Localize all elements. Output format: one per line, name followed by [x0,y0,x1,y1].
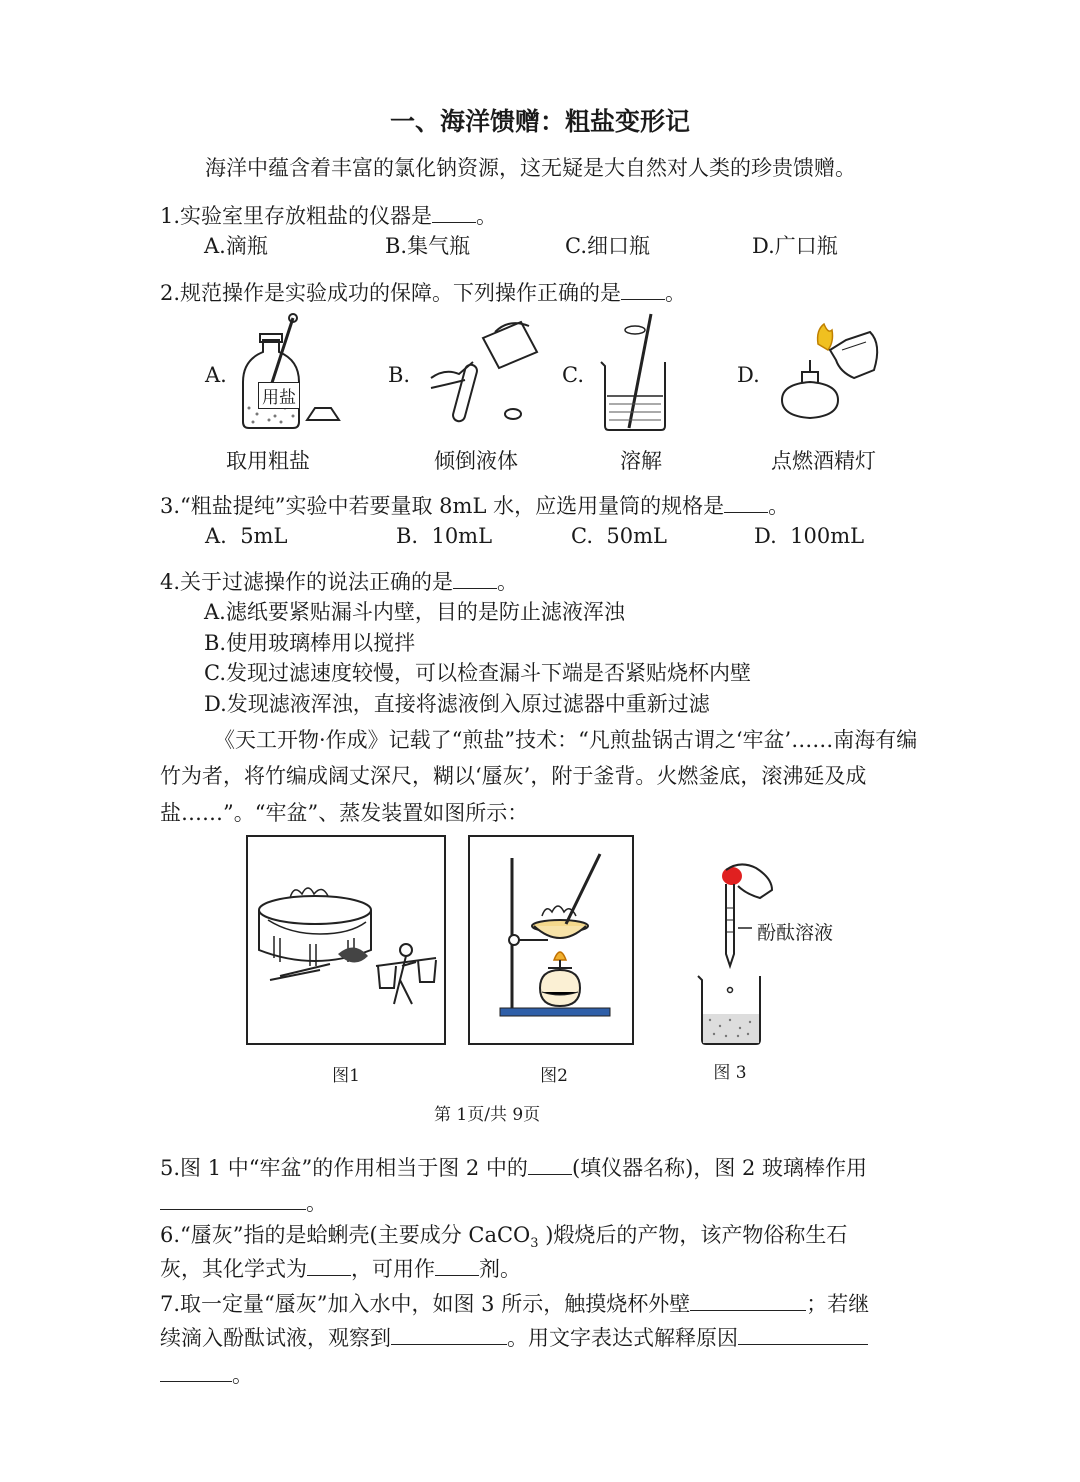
bottle-label: 用盐 [258,382,300,409]
q3-answer-blank[interactable] [724,490,768,513]
q6-blank-2[interactable] [435,1253,479,1276]
q5-text-b: (填仪器名称)，图 2 玻璃棒作用 [571,1156,868,1180]
passage-line-2: 竹为者，将竹编成阔丈深尺，糊以‘蜃灰’，附于釜背。火燃釜底，滚沸延及成 [160,764,867,788]
q7-line-1 [160,1288,869,1319]
q7-text-a: 7.取一定量“蜃灰”加入水中，如图 3 所示，触摸烧杯外壁 [160,1292,691,1316]
q7-text-b: ；若继 [806,1292,870,1316]
q5-text-a: 5.图 1 中“牢盆”的作用相当于图 2 中的 [160,1156,528,1180]
q2-stem-end: 。 [665,281,687,305]
q7-text-end: 。 [232,1363,253,1387]
q3-option-b: B. 10mL [396,524,493,548]
q2-letter-b: B. [388,363,411,387]
q6-text-b: )煅烧后的产物，该产物俗称生石 [538,1223,848,1247]
q3-option-c: C. 50mL [571,524,667,548]
salt-bottle-illustration [235,312,345,432]
q4-option-d: D.发现滤液浑浊，直接将滤液倒入原过滤器中重新过滤 [204,692,710,716]
q2-caption-b: 倾倒液体 [434,449,518,473]
q1-stem-end: 。 [476,204,498,228]
figure-2-caption: 图2 [540,1066,568,1086]
q6-text-e: 剂。 [479,1257,521,1281]
salt-pan-illustration [250,880,440,1010]
q2-letter-d: D. [737,363,760,387]
q1-option-b: B.集气瓶 [385,234,471,258]
dissolving-beaker-illustration [595,310,675,435]
q7-line-2 [160,1322,868,1353]
q7-line-3 [160,1359,253,1390]
q2-caption-a: 取用粗盐 [226,449,310,473]
pouring-liquid-illustration [425,318,545,428]
q6-blank-1[interactable] [307,1253,351,1276]
q1-option-a: A.滴瓶 [204,234,268,258]
q5-line-1 [160,1152,867,1183]
q7-text-c: 续滴入酚酞试液，观察到 [160,1326,391,1350]
q7-text-d: 。用文字表达式解释原因 [507,1326,738,1350]
q4-stem [160,566,518,597]
figure-1-caption: 图1 [332,1066,360,1086]
q6-line-2 [160,1253,521,1284]
passage-line-1: 《天工开物·作成》记载了“煎盐”技术：“凡煎盐锅古谓之‘牢盆’……南海有编 [214,728,918,752]
q6-text-a: 6.“蜃灰”指的是蛤蜊壳(主要成分 CaCO [160,1223,531,1247]
q3-option-d: D. 100mL [754,524,865,548]
phenolphthalein-dropper-illustration [690,858,800,1048]
q3-option-a: A. 5mL [205,524,288,548]
q6-subscript: 3 [530,1236,539,1252]
q6-text-d: ，可用作 [351,1257,435,1281]
q7-blank-1[interactable] [690,1288,806,1311]
q7-blank-2[interactable] [391,1322,507,1345]
q5-blank-2[interactable] [160,1187,306,1210]
q2-caption-d: 点燃酒精灯 [771,449,876,473]
q2-answer-blank[interactable] [621,277,665,300]
q5-text-end: 。 [306,1191,327,1215]
q7-blank-3-cont[interactable] [160,1359,232,1382]
q1-stem-text: 1.实验室里存放粗盐的仪器是 [160,204,433,228]
page-footer: 第 1页/共 9页 [434,1105,541,1125]
q2-letter-c: C. [562,363,584,387]
q3-stem-end: 。 [768,494,790,518]
q5-line-2 [160,1187,327,1218]
intro-text: 海洋中蕴含着丰富的氯化钠资源，这无疑是大自然对人类的珍贵馈赠。 [205,156,856,180]
q4-option-c: C.发现过滤速度较慢，可以检查漏斗下端是否紧贴烧杯内壁 [204,661,751,685]
q4-stem-end: 。 [497,570,519,594]
evaporation-apparatus-illustration [472,848,628,1028]
q2-letter-a: A. [205,363,227,387]
q1-option-c: C.细口瓶 [565,234,650,258]
q2-stem-text: 2.规范操作是实验成功的保障。下列操作正确的是 [160,281,622,305]
passage-line-3: 盐……”。“牢盆”、蒸发装置如图所示： [160,801,529,825]
q4-option-a: A.滤纸要紧贴漏斗内壁，目的是防止滤液浑浊 [204,600,625,624]
q4-option-b: B.使用玻璃棒用以搅拌 [204,631,416,655]
q4-answer-blank[interactable] [453,566,497,589]
q1-option-d: D.广口瓶 [752,234,838,258]
q3-stem [160,490,789,521]
q5-blank-1[interactable] [528,1152,572,1175]
q4-stem-text: 4.关于过滤操作的说法正确的是 [160,570,454,594]
q2-stem [160,277,686,308]
q6-text-c: 灰，其化学式为 [160,1257,307,1281]
alcohol-lamp-illustration [770,320,890,425]
section-title: 一、海洋馈赠：粗盐变形记 [389,107,690,136]
fig3-label: 酚酞溶液 [757,922,834,944]
q3-stem-text: 3.“粗盐提纯”实验中若要量取 8mL 水，应选用量筒的规格是 [160,494,725,518]
q1-answer-blank[interactable] [432,200,476,223]
q2-caption-c: 溶解 [620,449,662,473]
figure-3-caption: 图 3 [713,1063,747,1083]
q1-stem [160,200,497,231]
q7-blank-3[interactable] [738,1322,868,1345]
